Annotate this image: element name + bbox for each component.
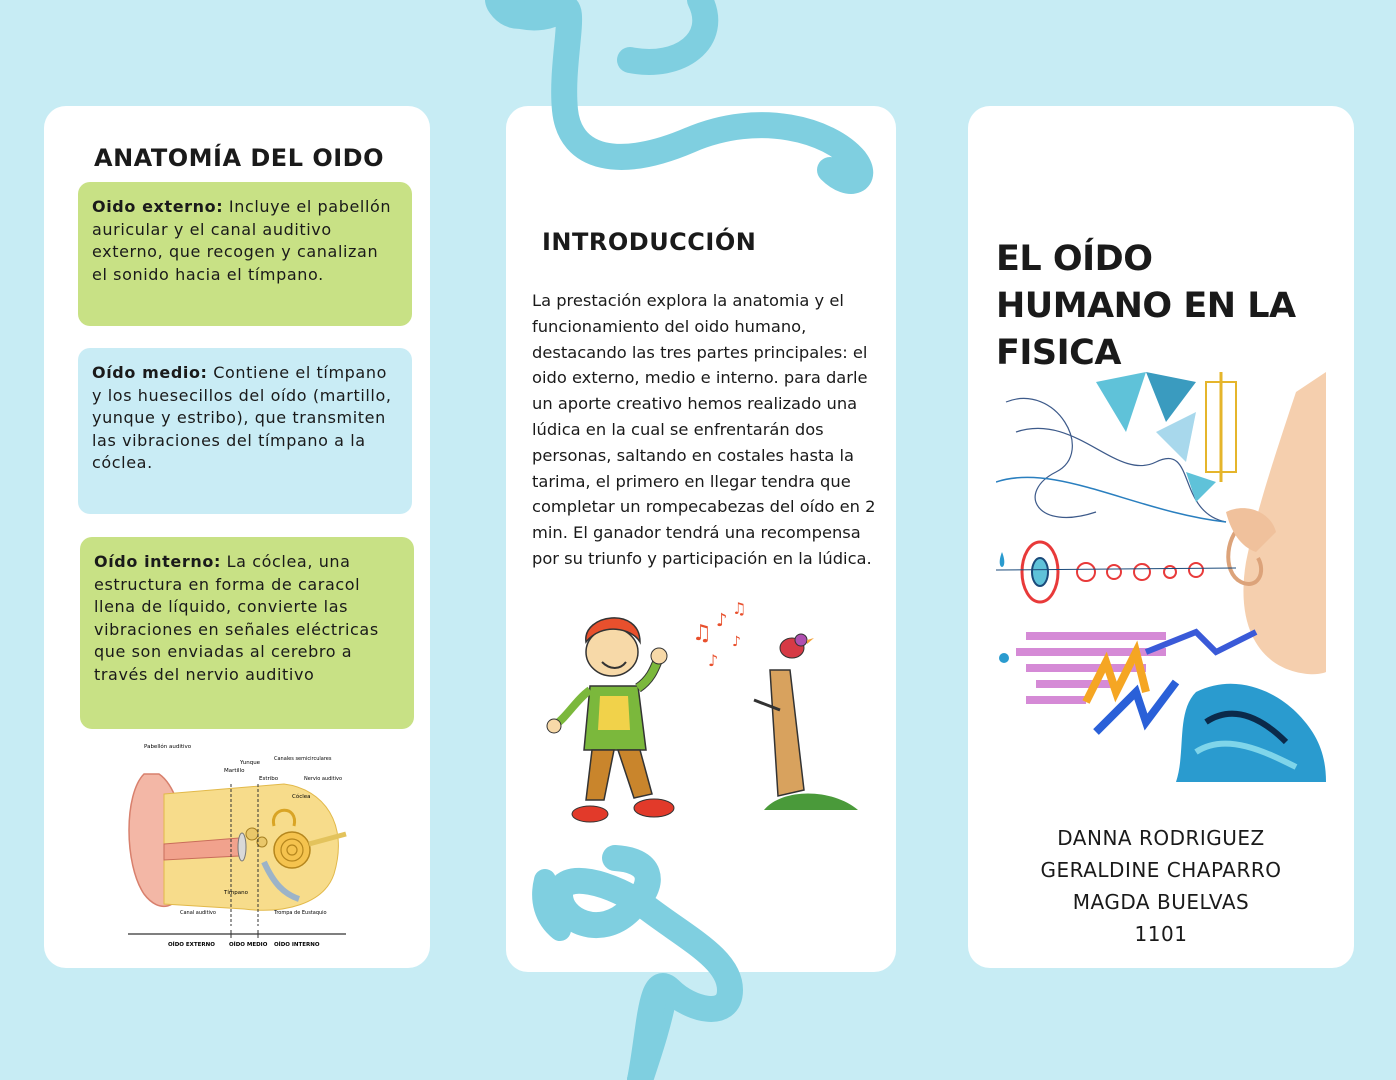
label-pabellon: Pabellón auditivo — [144, 744, 192, 750]
label-nervio: Nervio auditivo — [304, 776, 343, 782]
svg-text:♪: ♪ — [732, 634, 741, 650]
middle-ear-box — [78, 348, 412, 514]
svg-text:♪: ♪ — [708, 651, 719, 670]
outer-ear-box — [78, 182, 412, 326]
introduction-panel — [506, 106, 896, 972]
inner-ear-box — [80, 537, 414, 729]
middle-ear-label: Oído medio: — [92, 363, 208, 382]
author-name: GERALDINE CHAPARRO — [1040, 858, 1282, 882]
main-title: EL OÍDO HUMANO EN LA FISICA — [996, 239, 1296, 373]
anatomy-panel — [44, 106, 430, 968]
kid-figure — [547, 618, 674, 822]
bird-icon — [780, 634, 814, 658]
label-canal: Canal auditivo — [180, 910, 216, 916]
cover-panel — [968, 106, 1354, 968]
group-number: 1101 — [1134, 922, 1188, 946]
inner-ear-text: La cóclea, una estructura en forma de caracol llena de líquido, convierte las vibraciones en señales eléctricas que son enviadas al cerebro a través del nervio auditivo — [94, 552, 379, 684]
label-timpano: Tímpano — [224, 890, 248, 896]
svg-text:♪: ♪ — [716, 610, 728, 631]
svg-text:♫: ♫ — [692, 621, 712, 646]
anatomy-title: ANATOMÍA DEL OIDO — [94, 144, 385, 172]
author-name: MAGDA BUELVAS — [1072, 890, 1250, 914]
ear-sound-art — [996, 372, 1326, 792]
outer-ear-text: Incluye el pabellón auricular y el canal auditivo externo, que recogen y canalizan el sonido hacia el tímpano. — [92, 197, 392, 284]
inner-ear-label: Oído interno: — [94, 552, 221, 571]
music-notes-icon — [692, 600, 746, 670]
introduction-text: La prestación explora la anatomia y el funcionamiento del oido humano, destacando las tres partes principales: el oido externo, medio e interno. para darle un aporte creativo hemos realizado una lúdica en la cual se enfrentarán dos personas, saltando en costales hasta la tarima, el primero en llegar tendra que completar un rompecabezas del oído en 2 min. El ganador tendrá una recompensa por su triunfo y participación en la lúdica. — [532, 291, 876, 568]
label-estribo: Estribo — [259, 776, 279, 782]
middle-ear-text: Contiene el tímpano y los huesecillos del oído (martillo, yunque y estribo), que transmiten las vibraciones del tímpano a la cóclea. — [92, 363, 392, 472]
label-oido-medio: OÍDO MEDIO — [229, 942, 268, 948]
kid-listening-illustration — [542, 600, 862, 838]
ear-anatomy-diagram — [124, 734, 354, 956]
author-name: DANNA RODRIGUEZ — [1057, 826, 1265, 850]
label-trompa: Trompa de Eustaquio — [274, 910, 327, 916]
label-yunque: Yunque — [240, 760, 261, 766]
label-martillo: Martillo — [224, 768, 245, 774]
label-oido-externo: OÍDO EXTERNO — [168, 942, 215, 948]
outer-ear-label: Oido externo: — [92, 197, 224, 216]
label-oido-interno: OÍDO INTERNO — [274, 942, 320, 948]
introduction-title: INTRODUCCIÓN — [542, 228, 757, 256]
label-canales: Canales semicirculares — [274, 756, 332, 762]
label-coclea: Cóclea — [292, 794, 311, 800]
svg-text:♫: ♫ — [732, 600, 747, 618]
